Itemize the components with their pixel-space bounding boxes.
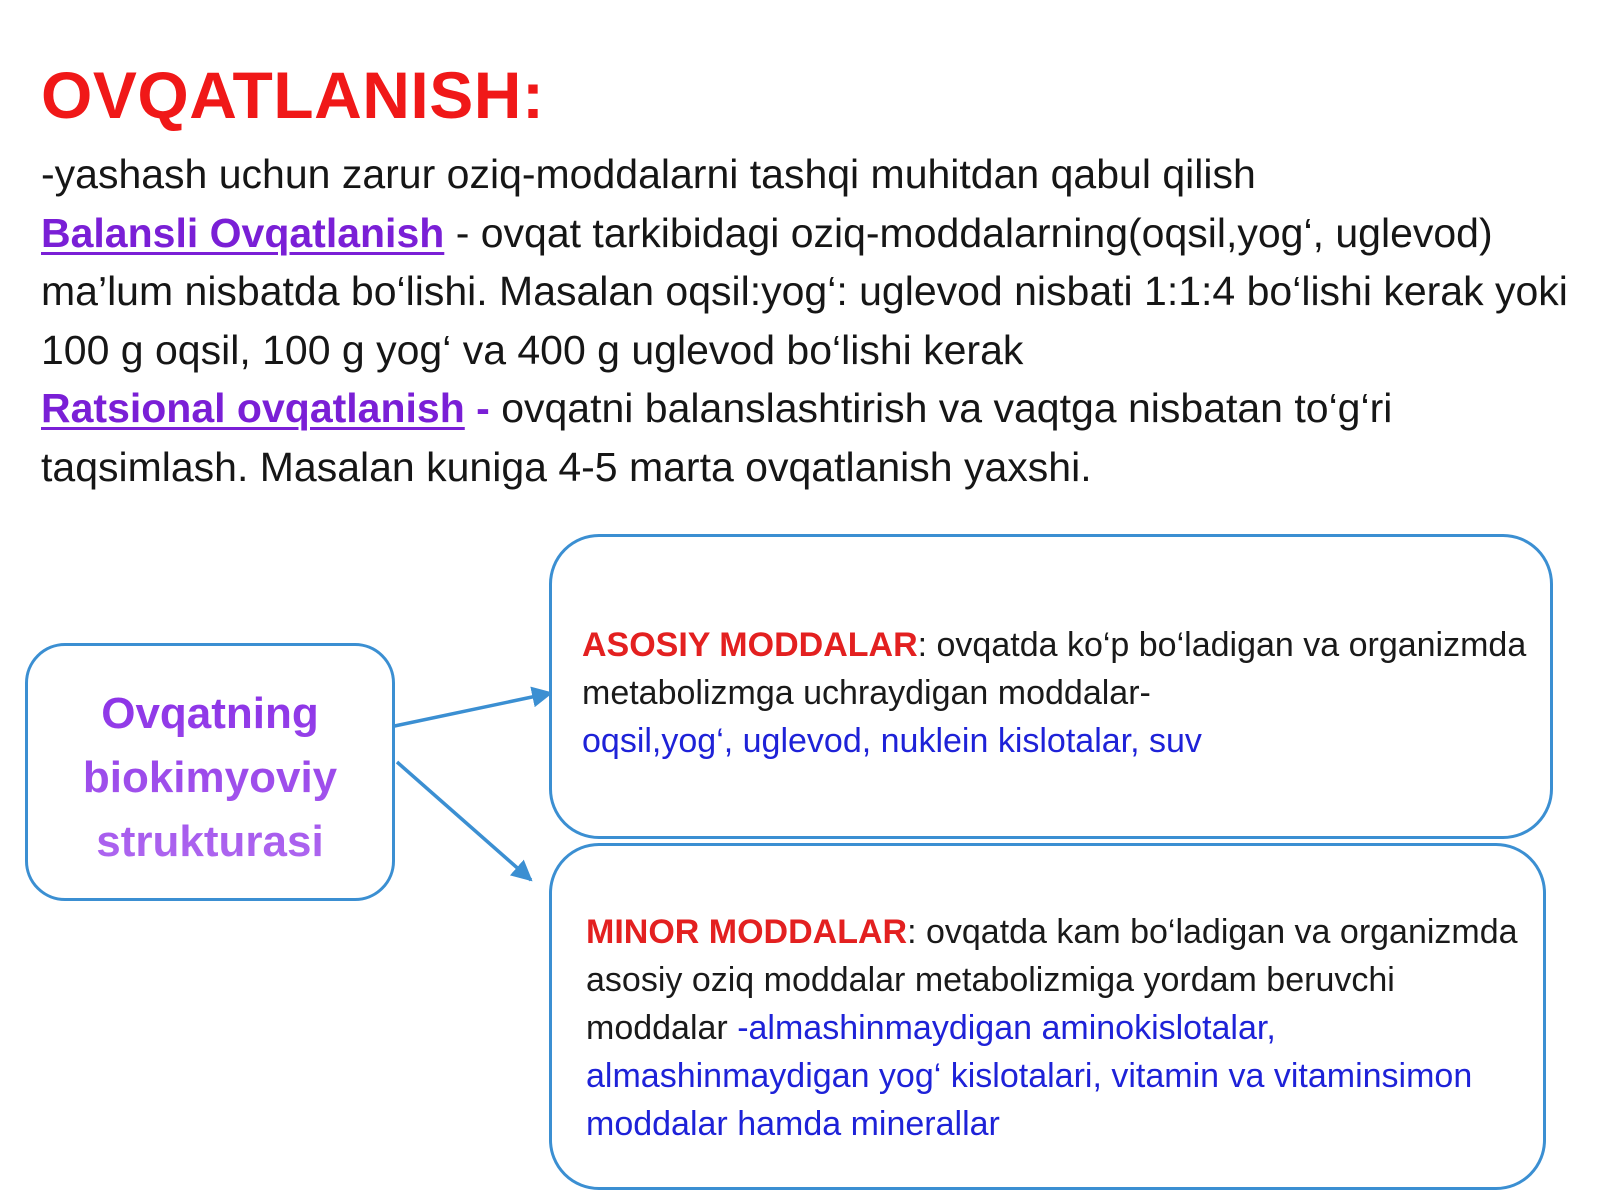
main-substances-examples: oqsil,yog‘, uglevod, nuklein kislotalar, suv	[582, 722, 1202, 760]
definition-text: -yashash uchun zarur oziq-moddalarni tashqi muhitdan qabul qilish	[41, 151, 1256, 197]
main-substances-label: ASOSIY MODDALAR	[582, 626, 918, 664]
rational-term: Ratsional ovqatlanish	[41, 385, 465, 431]
minor-substances-examples: -almashinmaydigan aminokislotalar, almashinmaydigan yog‘ kislotalari, vitamin va vitaminsimon moddalar hamda minerallar	[586, 1009, 1473, 1143]
minor-substances-label: MINOR MODDALAR	[586, 913, 908, 951]
minor-substances-box	[549, 843, 1546, 1190]
balanced-paragraph	[41, 204, 1581, 380]
rational-paragraph	[41, 379, 1581, 496]
intro-text	[41, 145, 1581, 496]
main-substances-description: : ovqatda ko‘p bo‘ladigan va organizmda metabolizmga uchraydigan moddalar-	[582, 626, 1527, 712]
minor-substances-description: : ovqatda kam bo‘ladigan va organizmda asosiy oziq moddalar metabolizmiga yordam beruvchi moddalar	[586, 913, 1518, 1047]
arrow-to-main-substances	[385, 693, 551, 728]
main-substances-text	[582, 621, 1532, 765]
page-title: OVQATLANISH:	[41, 58, 545, 132]
balanced-term: Balansli Ovqatlanish	[41, 209, 445, 256]
minor-substances-text	[586, 908, 1531, 1148]
main-substances-box	[549, 534, 1553, 839]
biochemical-structure-title	[83, 682, 337, 874]
structure-line-3: strukturasi	[96, 817, 324, 866]
biochemical-structure-box	[25, 643, 395, 901]
balanced-definition: - ovqat tarkibidagi oziq-moddalarning(oqsil,yog‘, uglevod) ma’lum nisbatda bo‘lishi. Masalan oqsil:yog‘: uglevod nisbati 1:1:4 bo‘lishi kerak yoki 100 g oqsil, 100 g yog‘ va 400 g uglevod bo‘lishi kerak	[41, 209, 1568, 373]
rational-dash: -	[464, 385, 490, 431]
structure-line-2: biokimyoviy	[82, 753, 338, 802]
structure-line-1: Ovqatning	[101, 689, 319, 738]
rational-definition: ovqatni balanslashtirish va vaqtga nisbatan to‘g‘ri taqsimlash. Masalan kuniga 4-5 marta ovqatlanish yaxshi.	[41, 385, 1393, 490]
arrow-to-minor-substances	[397, 762, 531, 880]
